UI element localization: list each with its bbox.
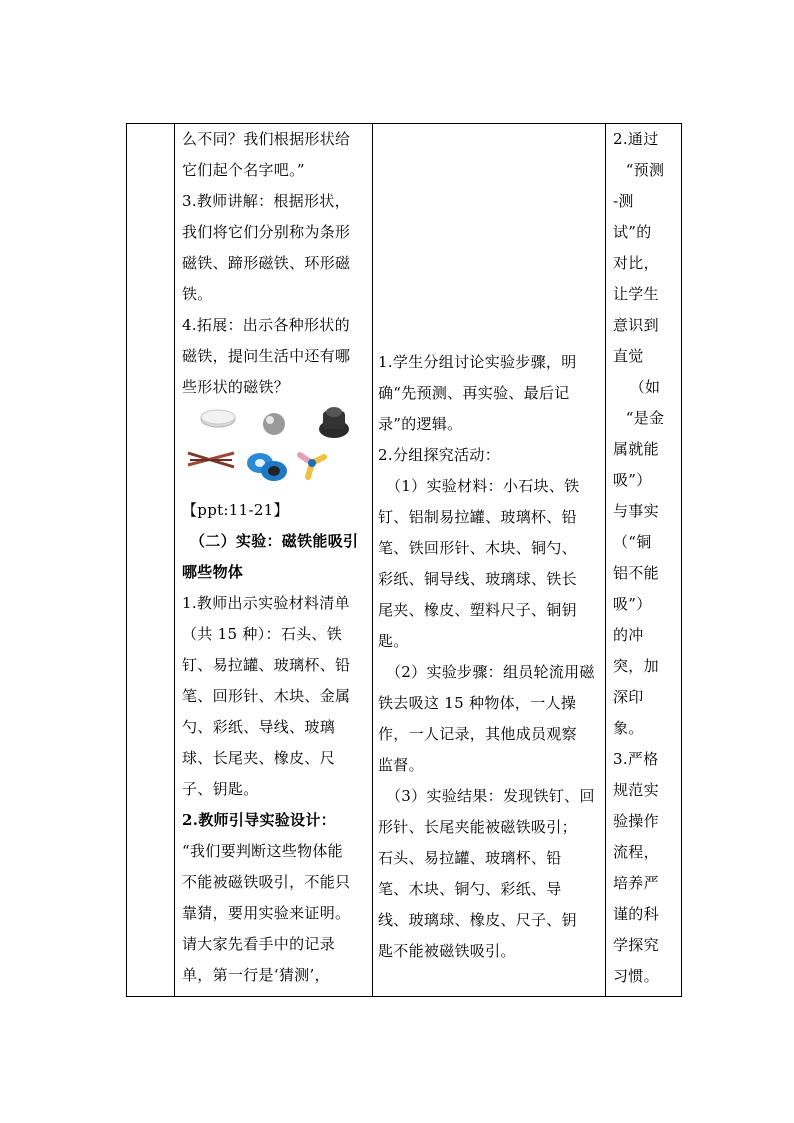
- text-line: 钉、易拉罐、玻璃杯、铅: [182, 656, 351, 674]
- text-line: 深印: [613, 688, 644, 706]
- text-line: （如: [629, 378, 661, 396]
- text-line: 笔、铁回形针、木块、铜勺、: [378, 539, 577, 557]
- text-line: 铁。: [182, 285, 213, 303]
- text-line: 3.严格: [613, 750, 659, 768]
- text-line: -测: [613, 192, 634, 210]
- magnet-shapes-image: [182, 403, 366, 495]
- text-line: （共 15 种）：石头、铁: [182, 625, 343, 643]
- text-line: 直觉: [613, 347, 644, 365]
- teacher-activity-cell: [174, 124, 372, 996]
- text-line: 3.教师讲解：根据形状，: [182, 192, 350, 210]
- text-line: 突，加: [613, 657, 659, 675]
- text-line: 流程，: [613, 843, 659, 861]
- text-line: 规范实: [613, 781, 659, 799]
- text-line: 的冲: [613, 626, 644, 644]
- text-line: 吸”）: [613, 595, 652, 613]
- text-line: 录”的逻辑。: [378, 415, 463, 433]
- text-line: “是金: [625, 409, 665, 427]
- text-line: 让学生: [613, 285, 659, 303]
- text-line: 不能被磁铁吸引，不能只: [182, 873, 351, 891]
- text-line: 勺、彩纸、导线、玻璃: [182, 718, 336, 736]
- text-line: 吸”）: [613, 471, 652, 489]
- text-line: 钉、铝制易拉罐、玻璃杯、铅: [378, 508, 577, 526]
- text-line: 铝不能: [613, 564, 659, 582]
- text-line: 学探究: [613, 936, 659, 954]
- text-line: （2）实验步骤：组员轮流用磁: [386, 663, 595, 681]
- text-line: 笔、回形针、木块、金属: [182, 687, 351, 705]
- text-line: 子、钥匙。: [182, 780, 259, 798]
- text-line: 验操作: [613, 812, 659, 830]
- text-line: “预测: [625, 161, 665, 179]
- text-line: 2.教师引导实验设计：: [182, 811, 336, 829]
- text-line: 谨的科: [613, 905, 659, 923]
- text-line: （“铜: [613, 533, 652, 551]
- text-line: 2.分组探究活动：: [378, 446, 501, 464]
- text-line: 尾夹、橡皮、塑料尺子、铜钥: [378, 601, 577, 619]
- text-line: 匙不能被磁铁吸引。: [378, 942, 516, 960]
- text-line: 作，一人记录，其他成员观察: [378, 725, 577, 743]
- text-line: 形针、长尾夹能被磁铁吸引；: [378, 818, 577, 836]
- section-heading: 哪些物体: [182, 563, 244, 581]
- lesson-table: [126, 123, 682, 997]
- text-line: 球、长尾夹、橡皮、尺: [182, 749, 336, 767]
- text-line: 匙。: [378, 632, 409, 650]
- text-line: （1）实验材料：小石块、铁: [386, 477, 580, 495]
- text-line: 磁铁、蹄形磁铁、环形磁: [182, 254, 351, 272]
- student-activity-cell: [372, 124, 605, 996]
- text-line: 4.拓展：出示各种形状的: [182, 316, 350, 334]
- text-line: 彩纸、铜导线、玻璃球、铁长: [378, 570, 577, 588]
- text-line: 请大家先看手中的记录: [182, 935, 336, 953]
- text-line: “我们要判断这些物体能: [182, 842, 343, 860]
- text-line: 靠猜，要用实验来证明。: [182, 904, 351, 922]
- text-line: 单，第一行是‘猜测’，: [182, 966, 330, 984]
- magnets-illustration: [182, 405, 372, 489]
- text-line: 它们起个名字吧。”: [182, 161, 305, 179]
- text-line: 习惯。: [613, 967, 659, 985]
- text-line: 么不同？我们根据形状给: [182, 130, 351, 148]
- text-line: 我们将它们分别称为条形: [182, 223, 351, 241]
- text-line: 1.教师出示实验材料清单: [182, 594, 350, 612]
- section-heading: （二）实验：磁铁能吸引: [190, 532, 359, 550]
- text-line: 培养严: [613, 874, 659, 892]
- text-line: 1.学生分组讨论实验步骤，明: [378, 353, 577, 371]
- text-line: 线、玻璃球、橡皮、尺子、钥: [378, 911, 577, 929]
- text-line: 对比，: [613, 254, 659, 272]
- text-line: （3）实验结果：发现铁钉、回: [386, 787, 595, 805]
- ppt-reference: 【ppt:11-21】: [182, 501, 289, 519]
- text-line: 试”的: [613, 223, 652, 241]
- text-line: 些形状的磁铁？: [182, 378, 290, 396]
- text-line: 笔、木块、铜勺、彩纸、导: [378, 880, 562, 898]
- text-line: 石头、易拉罐、玻璃杯、铅: [378, 849, 562, 867]
- text-line: 与事实: [613, 502, 659, 520]
- design-intent-cell: [605, 124, 683, 996]
- text-line: 铁去吸这 15 种物体，一人操: [378, 694, 577, 712]
- text-line: 意识到: [613, 316, 659, 334]
- text-line: 监督。: [378, 756, 424, 774]
- text-line: 属就能: [613, 440, 659, 458]
- text-line: 磁铁，提问生活中还有哪: [182, 347, 351, 365]
- text-line: 确“先预测、再实验、最后记: [378, 384, 570, 402]
- text-line: 象。: [613, 719, 644, 737]
- text-line: 2.通过: [613, 130, 659, 148]
